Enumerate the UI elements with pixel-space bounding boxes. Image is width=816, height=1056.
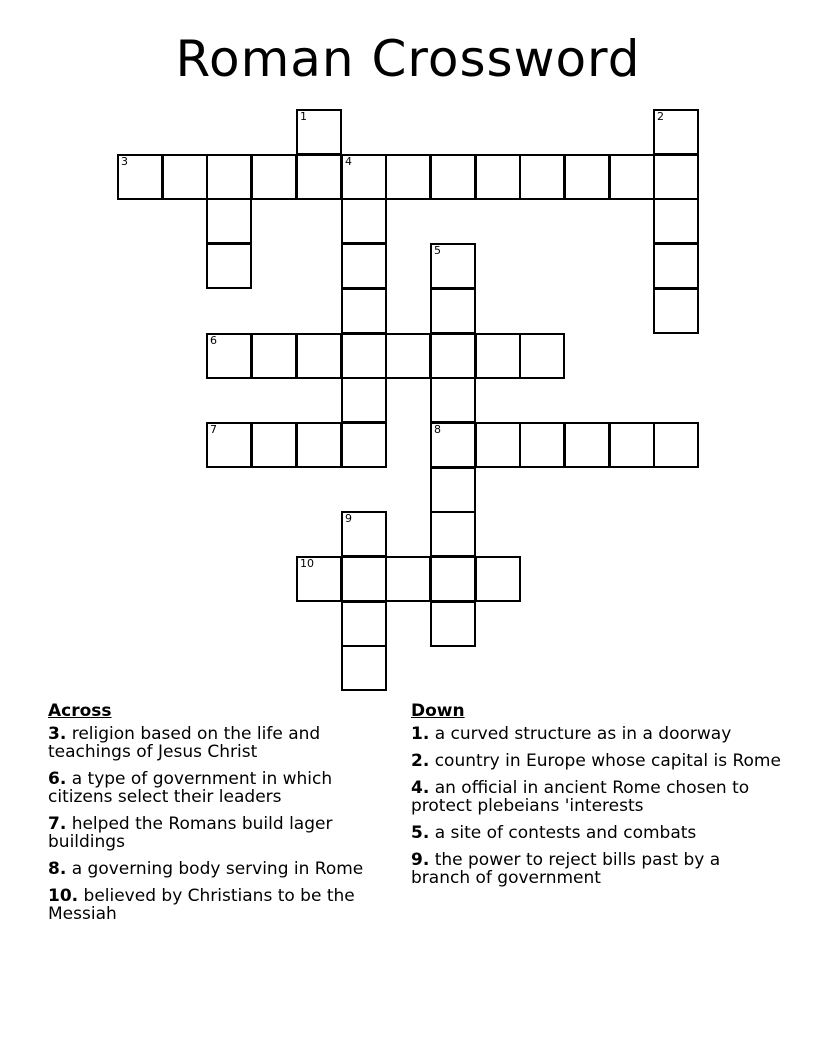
across-clues xyxy=(48,702,393,932)
grid-cell[interactable] xyxy=(430,556,476,602)
grid-cell[interactable] xyxy=(341,556,387,602)
grid-cell[interactable] xyxy=(609,154,655,200)
clue-number: 2. xyxy=(411,751,430,771)
grid-cell[interactable] xyxy=(430,467,476,513)
cell-number: 7 xyxy=(210,423,217,436)
grid-cell[interactable] xyxy=(206,333,252,379)
clue-number: 8. xyxy=(48,859,67,879)
page-title: Roman Crossword xyxy=(175,30,641,88)
grid-cell[interactable] xyxy=(341,333,387,379)
clue-number: 5. xyxy=(411,823,430,843)
clue-text: a curved structure as in a doorway xyxy=(429,724,732,744)
clue-across-6 xyxy=(48,770,393,806)
grid-cell[interactable] xyxy=(117,154,163,200)
cell-number: 2 xyxy=(657,110,664,123)
grid-cell[interactable] xyxy=(385,154,431,200)
grid-cell[interactable] xyxy=(430,333,476,379)
grid-cell[interactable] xyxy=(341,601,387,647)
grid-cell[interactable] xyxy=(341,511,387,557)
grid-cell[interactable] xyxy=(341,288,387,334)
cell-number: 6 xyxy=(210,334,217,347)
grid-cell[interactable] xyxy=(430,422,476,468)
grid-cell[interactable] xyxy=(296,333,342,379)
grid-cell[interactable] xyxy=(475,154,521,200)
cell-number: 9 xyxy=(345,512,352,525)
cell-number: 3 xyxy=(121,155,128,168)
clue-text: helped the Romans build lager buildings xyxy=(48,814,333,852)
grid-cell[interactable] xyxy=(653,154,699,200)
grid-cell[interactable] xyxy=(475,422,521,468)
clue-across-10 xyxy=(48,887,393,923)
clue-down-4 xyxy=(411,779,781,815)
clue-number: 10. xyxy=(48,886,79,906)
grid-cell[interactable] xyxy=(251,422,297,468)
grid-cell[interactable] xyxy=(341,198,387,244)
clue-down-1 xyxy=(411,725,781,743)
clue-down-2 xyxy=(411,752,781,770)
grid-cell[interactable] xyxy=(430,288,476,334)
grid-cell[interactable] xyxy=(296,109,342,155)
grid-cell[interactable] xyxy=(341,154,387,200)
grid-cell[interactable] xyxy=(430,601,476,647)
grid-cell[interactable] xyxy=(609,422,655,468)
clue-number: 6. xyxy=(48,769,67,789)
grid-cell[interactable] xyxy=(385,333,431,379)
grid-cell[interactable] xyxy=(296,154,342,200)
grid-cell[interactable] xyxy=(564,154,610,200)
grid-cell[interactable] xyxy=(385,556,431,602)
clue-across-7 xyxy=(48,815,393,851)
cell-number: 5 xyxy=(434,244,441,257)
clue-number: 1. xyxy=(411,724,430,744)
clue-text: a type of government in which citizens select their leaders xyxy=(48,769,333,807)
grid-cell[interactable] xyxy=(653,288,699,334)
grid-cell[interactable] xyxy=(430,377,476,423)
clue-number: 9. xyxy=(411,850,430,870)
clue-text: believed by Christians to be the Messiah xyxy=(48,886,355,924)
cell-number: 10 xyxy=(300,557,314,570)
grid-cell[interactable] xyxy=(206,198,252,244)
grid-cell[interactable] xyxy=(430,154,476,200)
grid-cell[interactable] xyxy=(296,422,342,468)
grid-cell[interactable] xyxy=(296,556,342,602)
clue-text: religion based on the life and teachings of Jesus Christ xyxy=(48,724,321,762)
grid-cell[interactable] xyxy=(519,154,565,200)
across-heading: Across xyxy=(48,701,112,721)
cell-number: 8 xyxy=(434,423,441,436)
grid-cell[interactable] xyxy=(206,154,252,200)
grid-cell[interactable] xyxy=(475,556,521,602)
clue-number: 4. xyxy=(411,778,430,798)
grid-cell[interactable] xyxy=(653,422,699,468)
grid-cell[interactable] xyxy=(653,243,699,289)
down-heading: Down xyxy=(411,701,465,721)
grid-cell[interactable] xyxy=(653,198,699,244)
grid-cell[interactable] xyxy=(341,377,387,423)
grid-cell[interactable] xyxy=(251,154,297,200)
clue-down-5 xyxy=(411,824,781,842)
grid-cell[interactable] xyxy=(430,243,476,289)
grid-cell[interactable] xyxy=(519,333,565,379)
clue-number: 7. xyxy=(48,814,67,834)
grid-cell[interactable] xyxy=(519,422,565,468)
clue-text: the power to reject bills past by a branch of government xyxy=(411,850,721,888)
grid-cell[interactable] xyxy=(206,243,252,289)
cell-number: 1 xyxy=(300,110,307,123)
clue-text: an official in ancient Rome chosen to protect plebeians 'interests xyxy=(411,778,750,816)
clue-across-3 xyxy=(48,725,393,761)
grid-cell[interactable] xyxy=(251,333,297,379)
grid-cell[interactable] xyxy=(162,154,208,200)
grid-cell[interactable] xyxy=(430,511,476,557)
grid-cell[interactable] xyxy=(206,422,252,468)
grid-cell[interactable] xyxy=(564,422,610,468)
grid-cell[interactable] xyxy=(341,645,387,691)
grid-cell[interactable] xyxy=(653,109,699,155)
clue-number: 3. xyxy=(48,724,67,744)
clue-down-9 xyxy=(411,851,781,887)
grid-cell[interactable] xyxy=(475,333,521,379)
grid-cell[interactable] xyxy=(341,243,387,289)
clue-across-8 xyxy=(48,860,393,878)
clue-text: a site of contests and combats xyxy=(429,823,697,843)
cell-number: 4 xyxy=(345,155,352,168)
clue-text: country in Europe whose capital is Rome xyxy=(429,751,781,771)
clue-text: a governing body serving in Rome xyxy=(66,859,364,879)
down-clues xyxy=(411,702,781,896)
grid-cell[interactable] xyxy=(341,422,387,468)
